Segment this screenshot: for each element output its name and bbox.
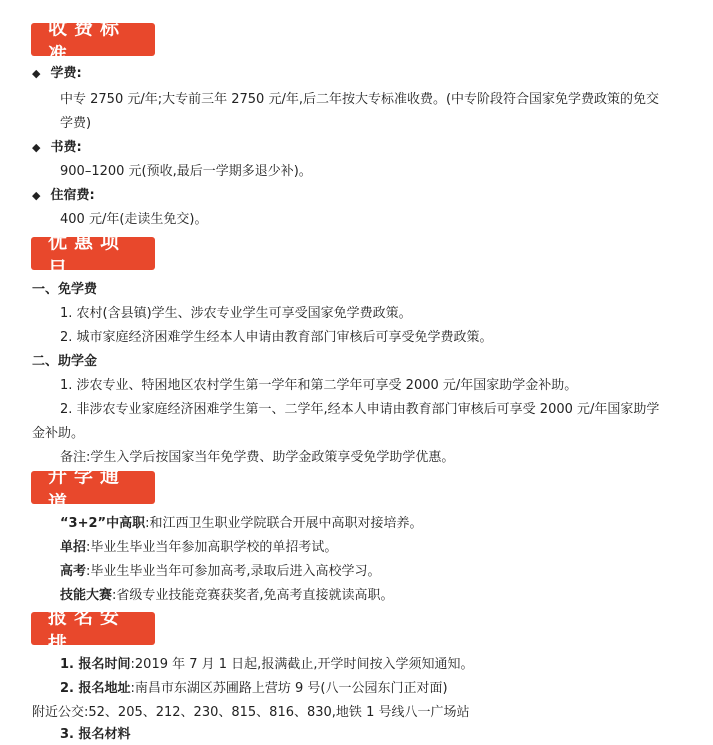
dorm-text: 400 元/年(走读生免交)。 [60, 212, 208, 227]
diamond-bullet-icon: ◆ [32, 141, 41, 154]
tuition-text-1: 中专 2750 元/年;大专前三年 2750 元/年,后二年按大专标准收费。(中专阶段符合国家免学费政策的免交 [60, 92, 660, 107]
enroll-time-text: :2019 年 7 月 1 日起,报满截止,开学时间按入学须知通知。 [130, 657, 474, 672]
section-banner-paths: 升学通道 [31, 471, 155, 504]
path-text: :毕业生毕业当年可参加高考,录取后进入高校学习。 [86, 564, 381, 579]
discount-item: 1. 农村(含县镇)学生、涉农专业学生可享受国家免学费政策。 [60, 306, 412, 321]
discount-heading-free-tuition: 一、免学费 [32, 282, 98, 297]
enroll-place-text: :南昌市东湖区苏圃路上营坊 9 号(八一公园东门正对面) [130, 681, 448, 696]
path-label: 技能大赛 [60, 588, 113, 603]
discount-item: 1. 涉农专业、特困地区农村学生第一学年和第二学年可享受 2000 元/年国家助学金补助。 [60, 378, 578, 393]
path-item-gaokao [60, 562, 381, 582]
fee-item-books: ◆ 书费: [32, 138, 82, 158]
books-text: 900–1200 元(预收,最后一学期多退少补)。 [60, 164, 312, 179]
enroll-time [60, 655, 473, 675]
discount-item: 2. 城市家庭经济困难学生经本人申请由教育部门审核后可享受免学费政策。 [60, 330, 493, 345]
path-text: :省级专业技能竞赛获奖者,免高考直接就读高职。 [112, 588, 394, 603]
path-item-3plus2 [60, 514, 422, 534]
path-text: :毕业生毕业当年参加高职学校的单招考试。 [86, 540, 338, 555]
discount-heading-grant: 二、助学金 [32, 354, 98, 369]
section-banner-enroll: 报名安排 [31, 612, 155, 645]
books-label: 书费 [50, 140, 77, 155]
enroll-place [60, 679, 448, 699]
discount-item-cont: 金补助。 [32, 426, 85, 441]
dorm-label: 住宿费 [50, 188, 90, 203]
enroll-place-label: 2. 报名地址 [60, 681, 131, 696]
path-text: :和江西卫生职业学院联合开展中高职对接培养。 [145, 516, 423, 531]
fee-item-dorm: ◆ 住宿费: [32, 186, 95, 206]
section-banner-discounts: 优惠项目 [31, 237, 155, 270]
path-label: “3+2”中高职 [60, 516, 146, 531]
tuition-text-2: 学费) [60, 116, 92, 131]
tuition-label: 学费 [50, 66, 77, 81]
discount-note: 备注:学生入学后按国家当年免学费、助学金政策享受免学助学优惠。 [60, 450, 455, 465]
diamond-bullet-icon: ◆ [32, 189, 41, 202]
discount-item: 2. 非涉农专业家庭经济困难学生第一、二学年,经本人申请由教育部门审核后可享受 2000 元/年国家助学 [60, 402, 660, 417]
diamond-bullet-icon: ◆ [32, 67, 41, 80]
path-label: 高考 [60, 564, 87, 579]
enroll-bus: 附近公交:52、205、212、230、815、816、830,地铁 1 号线八一广场站 [32, 705, 470, 720]
path-item-single [60, 538, 337, 558]
path-label: 单招 [60, 540, 87, 555]
section-banner-fees: 收费标准 [31, 23, 155, 56]
fee-item-tuition: ◆ 学费: [32, 64, 82, 84]
enroll-materials-label: 3. 报名材料 [60, 727, 131, 742]
enroll-time-label: 1. 报名时间 [60, 657, 131, 672]
